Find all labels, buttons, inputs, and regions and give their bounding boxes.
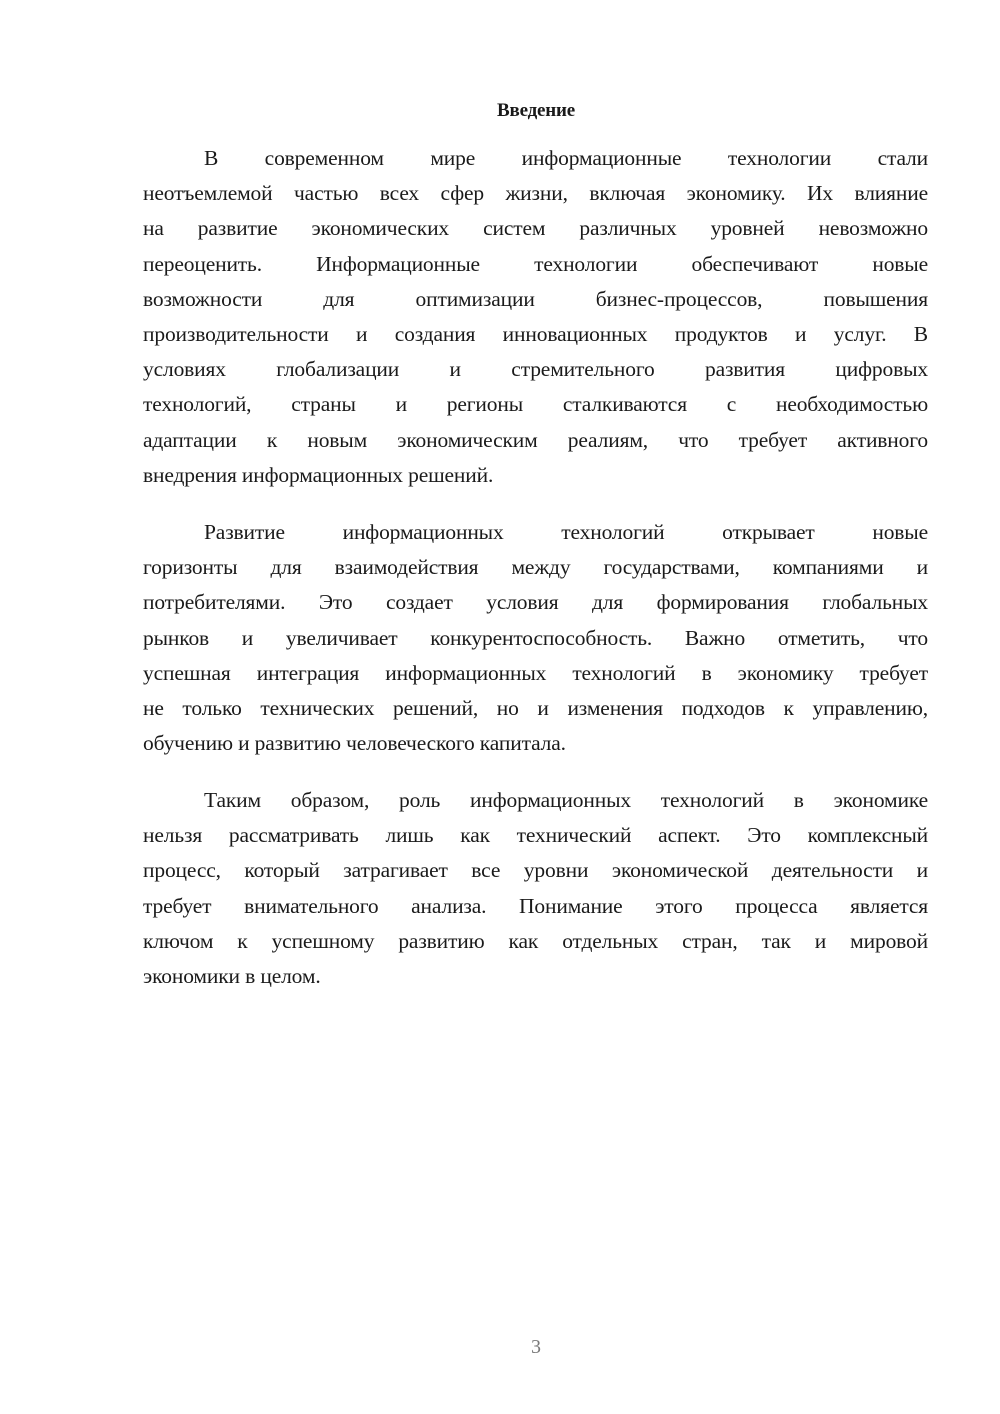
text-line: Таким образом, роль информационных технологий в экономике	[204, 788, 928, 812]
text-line: условиях глобализации и стремительного развития цифровых	[143, 357, 928, 382]
text-line: возможности для оптимизации бизнес-процессов, повышения	[143, 286, 928, 311]
text-line: потребителями. Это создает условия для формирования глобальных	[143, 590, 928, 615]
text-line: процесс, который затрагивает все уровни экономической деятельности и	[143, 858, 928, 883]
text-line: на развитие экономических систем различных уровней невозможно	[143, 216, 928, 241]
text-line: требует внимательного анализа. Понимание этого процесса является	[143, 893, 928, 918]
paragraph-1	[143, 141, 928, 493]
section-heading: Введение	[497, 100, 575, 121]
paragraph-3	[143, 783, 928, 994]
paragraph-2	[143, 515, 928, 761]
text-line: не только технических решений, но и изменения подходов к управлению,	[143, 695, 928, 720]
text-line: производительности и создания инновационных продуктов и услуг. В	[143, 321, 928, 346]
text-line: В современном мире информационные технологии стали	[204, 146, 928, 170]
text-line: экономики в целом.	[143, 963, 321, 988]
text-line: Развитие информационных технологий открывает новые	[204, 520, 928, 544]
text-line: обучению и развитию человеческого капитала.	[143, 731, 566, 756]
text-line: технологий, страны и регионы сталкиваются с необходимостью	[143, 392, 928, 417]
text-line: ключом к успешному развитию как отдельных стран, так и мировой	[143, 928, 928, 953]
page-number: 3	[531, 1336, 541, 1358]
text-line: нельзя рассматривать лишь как технический аспект. Это комплексный	[143, 823, 928, 848]
text-line: горизонты для взаимодействия между государствами, компаниями и	[143, 555, 928, 580]
text-line: успешная интеграция информационных технологий в экономику требует	[143, 660, 928, 685]
text-line: внедрения информационных решений.	[143, 462, 494, 487]
text-line: рынков и увеличивает конкурентоспособность. Важно отметить, что	[143, 625, 928, 650]
text-line: неотъемлемой частью всех сфер жизни, включая экономику. Их влияние	[143, 181, 928, 206]
text-line: переоценить. Информационные технологии обеспечивают новые	[143, 251, 928, 276]
text-line: адаптации к новым экономическим реалиям, что требует активного	[143, 427, 928, 452]
